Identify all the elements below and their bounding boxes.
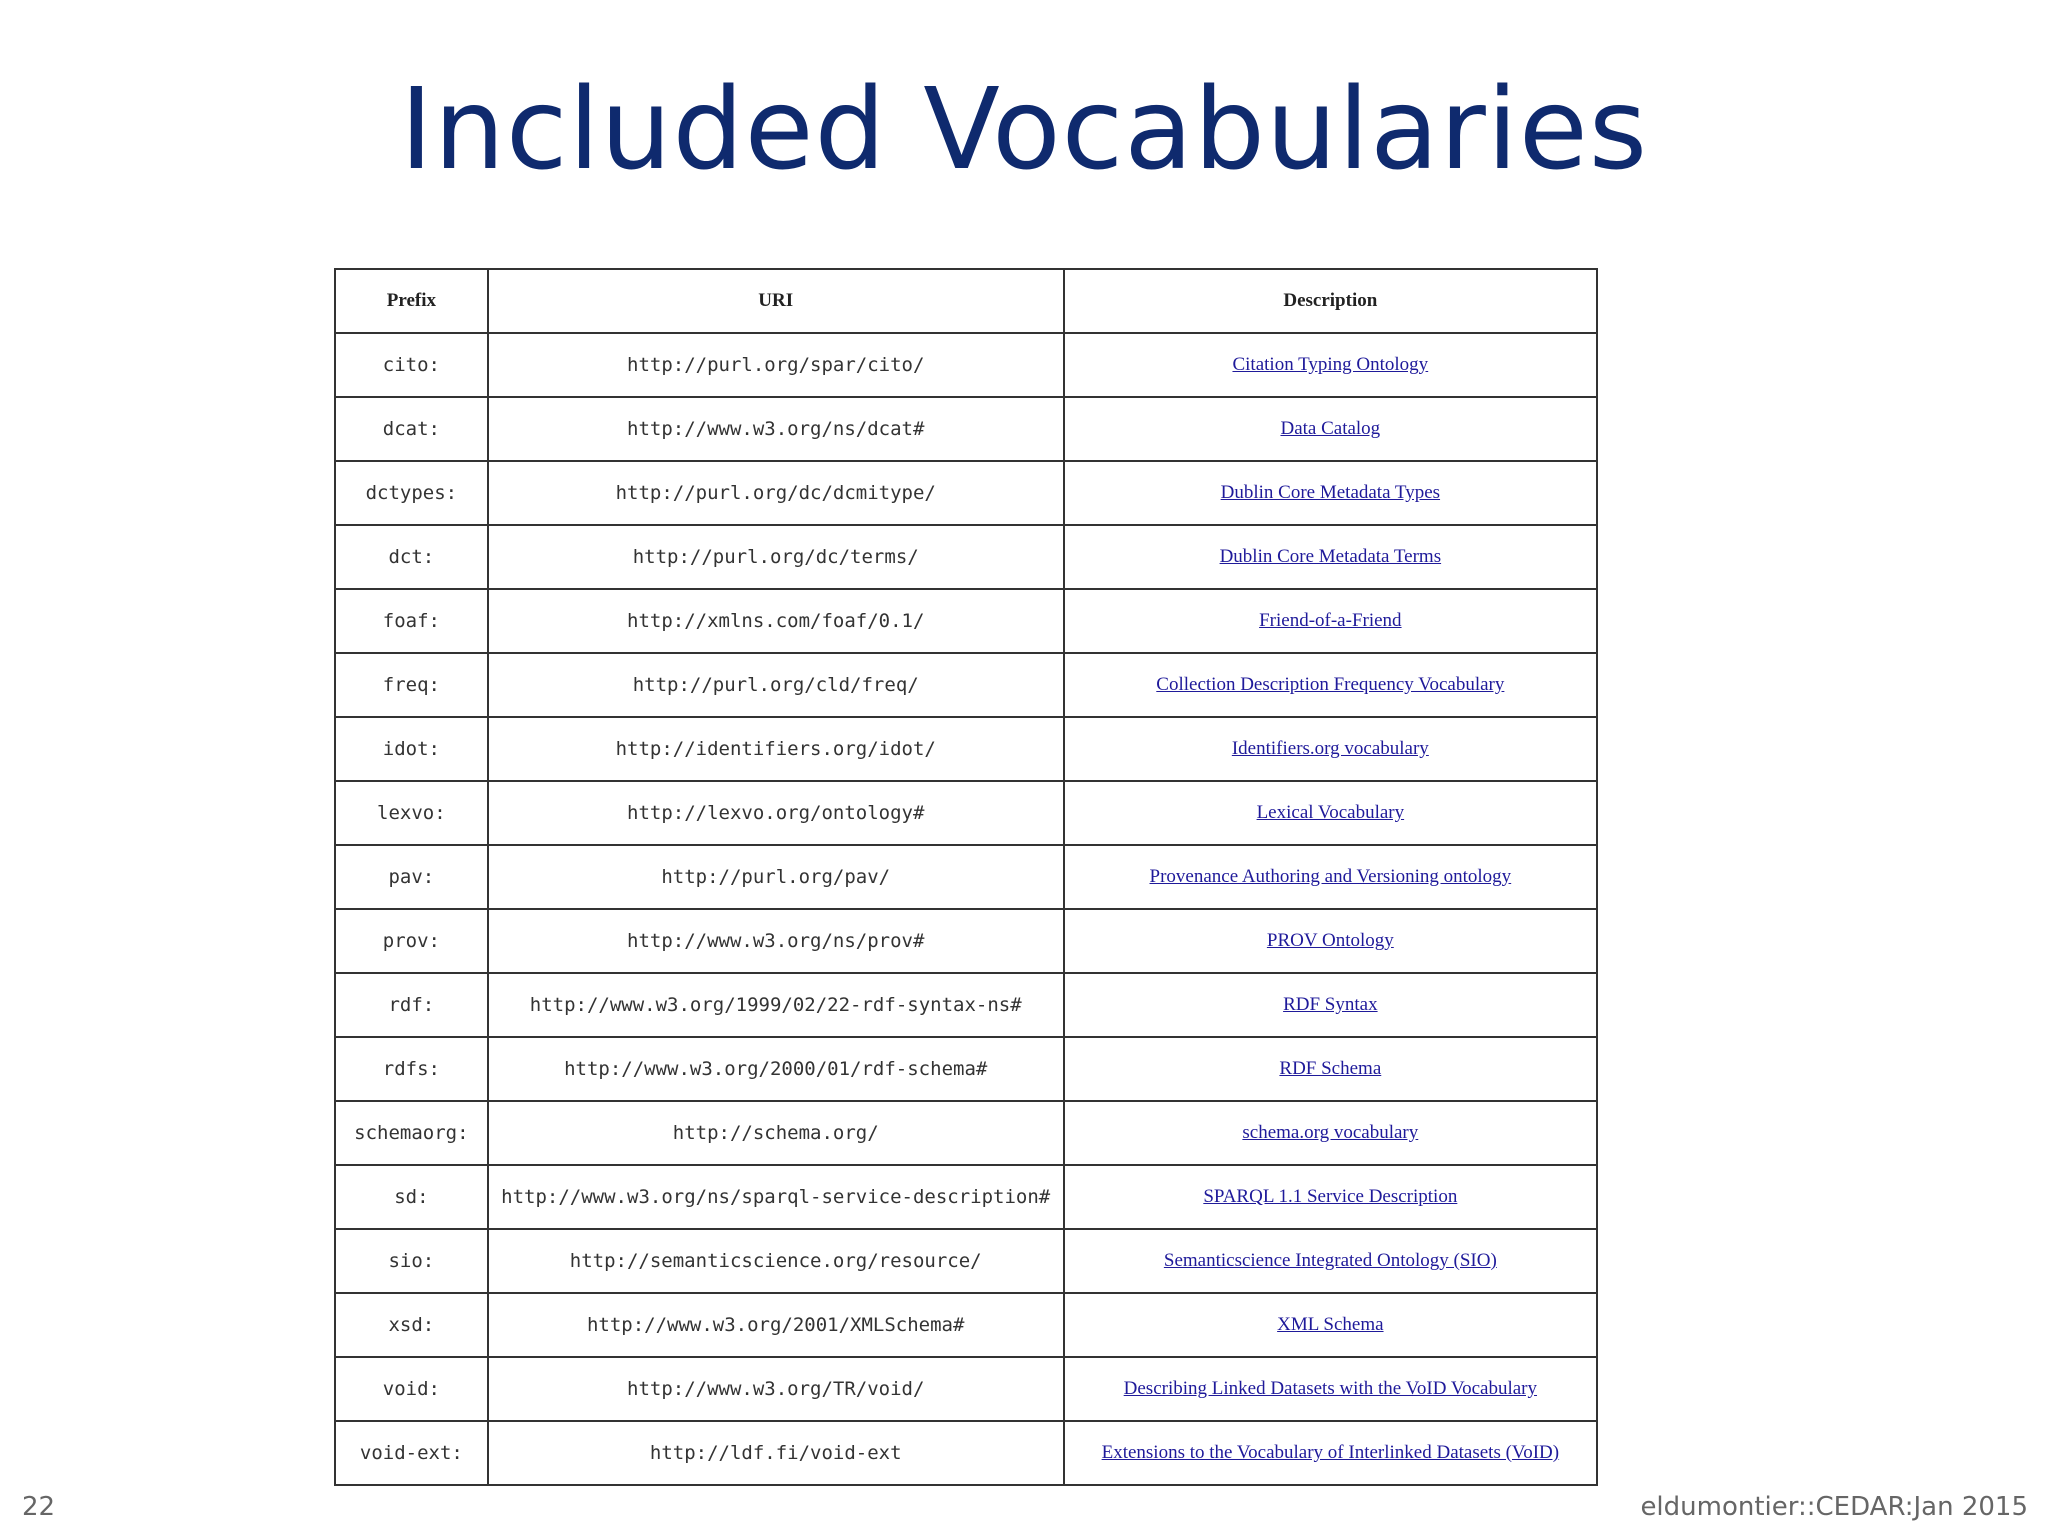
header-prefix: Prefix	[335, 269, 488, 333]
description-link[interactable]: RDF Syntax	[1283, 994, 1378, 1015]
footer-credit: eldumontier::CEDAR:Jan 2015	[1640, 1492, 2028, 1522]
description-link[interactable]: schema.org vocabulary	[1242, 1122, 1419, 1143]
description-cell	[1064, 973, 1597, 1037]
prefix-cell: schemaorg:	[335, 1101, 488, 1165]
description-cell	[1064, 333, 1597, 397]
description-link[interactable]: Dublin Core Metadata Terms	[1219, 546, 1442, 567]
description-cell	[1064, 1293, 1597, 1357]
uri-cell: http://xmlns.com/foaf/0.1/	[488, 589, 1064, 653]
description-link[interactable]: Identifiers.org vocabulary	[1231, 738, 1429, 759]
description-cell	[1064, 1421, 1597, 1485]
description-link[interactable]: Extensions to the Vocabulary of Interlinked Datasets (VoID)	[1101, 1442, 1560, 1463]
uri-cell: http://schema.org/	[488, 1101, 1064, 1165]
uri-cell: http://www.w3.org/ns/dcat#	[488, 397, 1064, 461]
description-cell	[1064, 525, 1597, 589]
table-row	[335, 1101, 1597, 1165]
prefix-cell: sd:	[335, 1165, 488, 1229]
description-cell	[1064, 1357, 1597, 1421]
uri-cell: http://www.w3.org/1999/02/22-rdf-syntax-ns#	[488, 973, 1064, 1037]
table-row	[335, 333, 1597, 397]
table-row	[335, 1357, 1597, 1421]
table-row	[335, 653, 1597, 717]
prefix-cell: lexvo:	[335, 781, 488, 845]
uri-cell: http://lexvo.org/ontology#	[488, 781, 1064, 845]
uri-cell: http://www.w3.org/ns/prov#	[488, 909, 1064, 973]
table-row	[335, 1165, 1597, 1229]
description-link[interactable]: Semanticscience Integrated Ontology (SIO)	[1163, 1250, 1497, 1271]
prefix-cell: dctypes:	[335, 461, 488, 525]
header-description: Description	[1064, 269, 1597, 333]
uri-cell: http://www.w3.org/TR/void/	[488, 1357, 1064, 1421]
description-link[interactable]: XML Schema	[1277, 1314, 1384, 1335]
prefix-cell: cito:	[335, 333, 488, 397]
table-row	[335, 1229, 1597, 1293]
table-row	[335, 717, 1597, 781]
description-link[interactable]: Data Catalog	[1280, 418, 1381, 439]
description-link[interactable]: Friend-of-a-Friend	[1259, 610, 1402, 631]
table-row	[335, 973, 1597, 1037]
table-row	[335, 461, 1597, 525]
description-cell	[1064, 1229, 1597, 1293]
description-link[interactable]: Lexical Vocabulary	[1256, 802, 1405, 823]
table-row	[335, 589, 1597, 653]
prefix-cell: pav:	[335, 845, 488, 909]
prefix-cell: sio:	[335, 1229, 488, 1293]
prefix-cell: freq:	[335, 653, 488, 717]
prefix-cell: idot:	[335, 717, 488, 781]
table-row	[335, 909, 1597, 973]
description-cell	[1064, 845, 1597, 909]
prefix-cell: void:	[335, 1357, 488, 1421]
prefix-cell: rdf:	[335, 973, 488, 1037]
slide-title: Included Vocabularies	[399, 65, 1649, 195]
prefix-cell: rdfs:	[335, 1037, 488, 1101]
description-cell	[1064, 909, 1597, 973]
uri-cell: http://purl.org/dc/terms/	[488, 525, 1064, 589]
table-row	[335, 397, 1597, 461]
description-cell	[1064, 781, 1597, 845]
description-cell	[1064, 717, 1597, 781]
description-cell	[1064, 461, 1597, 525]
description-cell	[1064, 1101, 1597, 1165]
prefix-cell: void-ext:	[335, 1421, 488, 1485]
description-cell	[1064, 397, 1597, 461]
uri-cell: http://identifiers.org/idot/	[488, 717, 1064, 781]
description-link[interactable]: Collection Description Frequency Vocabulary	[1156, 674, 1505, 695]
description-link[interactable]: SPARQL 1.1 Service Description	[1203, 1186, 1458, 1207]
description-link[interactable]: Citation Typing Ontology	[1232, 354, 1429, 375]
prefix-cell: prov:	[335, 909, 488, 973]
description-cell	[1064, 589, 1597, 653]
description-cell	[1064, 653, 1597, 717]
uri-cell: http://www.w3.org/2000/01/rdf-schema#	[488, 1037, 1064, 1101]
uri-cell: http://purl.org/pav/	[488, 845, 1064, 909]
table-row	[335, 781, 1597, 845]
description-link[interactable]: Dublin Core Metadata Types	[1220, 482, 1441, 503]
prefix-cell: dcat:	[335, 397, 488, 461]
table-row	[335, 1421, 1597, 1485]
prefix-cell: foaf:	[335, 589, 488, 653]
uri-cell: http://semanticscience.org/resource/	[488, 1229, 1064, 1293]
table-row	[335, 1293, 1597, 1357]
uri-cell: http://purl.org/spar/cito/	[488, 333, 1064, 397]
uri-cell: http://purl.org/cld/freq/	[488, 653, 1064, 717]
description-link[interactable]: Provenance Authoring and Versioning ontology	[1149, 866, 1512, 887]
prefix-cell: xsd:	[335, 1293, 488, 1357]
table-row	[335, 845, 1597, 909]
description-link[interactable]: Describing Linked Datasets with the VoID Vocabulary	[1123, 1378, 1538, 1399]
header-uri: URI	[488, 269, 1064, 333]
vocabularies-table	[334, 268, 1598, 1486]
uri-cell: http://www.w3.org/2001/XMLSchema#	[488, 1293, 1064, 1357]
description-cell	[1064, 1165, 1597, 1229]
uri-cell: http://ldf.fi/void-ext	[488, 1421, 1064, 1485]
description-cell	[1064, 1037, 1597, 1101]
table-row	[335, 1037, 1597, 1101]
table-row	[335, 525, 1597, 589]
page-number: 22	[22, 1492, 56, 1522]
prefix-cell: dct:	[335, 525, 488, 589]
table-header-row	[335, 269, 1597, 333]
uri-cell: http://purl.org/dc/dcmitype/	[488, 461, 1064, 525]
description-link[interactable]: PROV Ontology	[1266, 930, 1394, 951]
description-link[interactable]: RDF Schema	[1279, 1058, 1382, 1079]
uri-cell: http://www.w3.org/ns/sparql-service-description#	[488, 1165, 1064, 1229]
